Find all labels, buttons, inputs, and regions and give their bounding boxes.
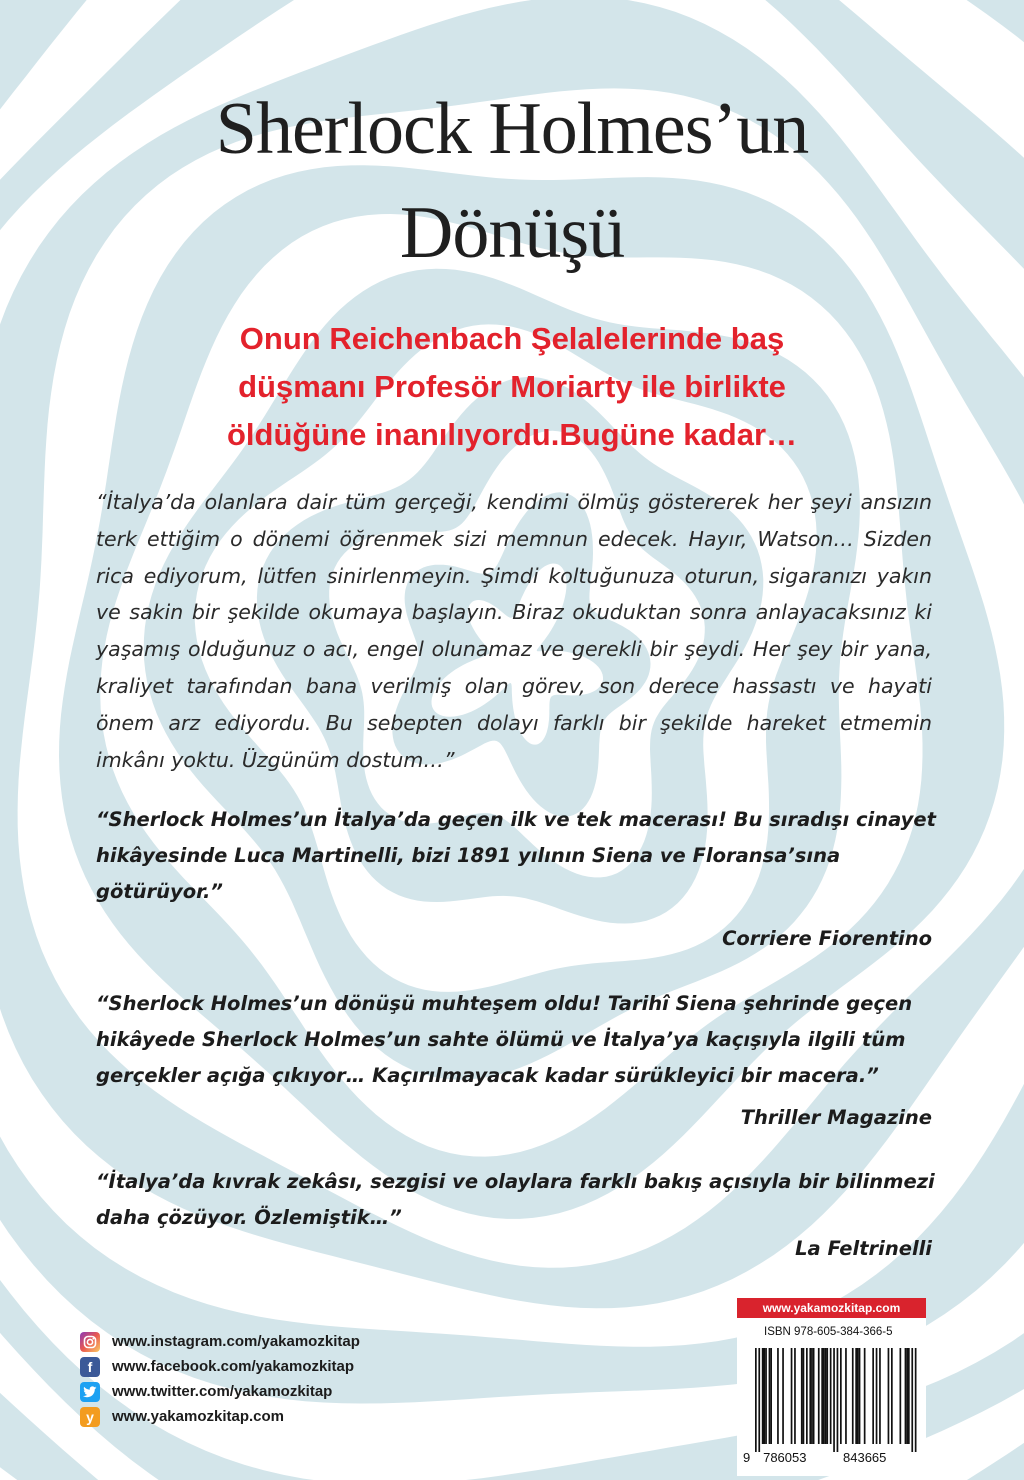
barcode-bar <box>825 1348 827 1444</box>
barcode-bar <box>813 1348 815 1444</box>
barcode-bar <box>755 1348 757 1452</box>
barcode-bar <box>872 1348 874 1444</box>
twitter-url: www.twitter.com/yakamozkitap <box>112 1383 333 1400</box>
barcode-bar <box>791 1348 793 1444</box>
barcode-bar <box>764 1348 766 1444</box>
barcode-bar <box>855 1348 857 1444</box>
isbn-barcode <box>737 1342 926 1470</box>
review-la-feltrinelli <box>96 1164 936 1236</box>
review-line: “İtalya’da kıvrak zekâsı, sezgisi ve olaylara farklı bakış açısıyla bir bilinmezi <box>96 1170 935 1193</box>
instagram-icon <box>80 1332 100 1352</box>
barcode-bar <box>801 1348 803 1444</box>
barcode-bar <box>803 1348 805 1444</box>
publisher-url: www.yakamozkitap.com <box>737 1298 926 1318</box>
isbn-label: ISBN 978-605-384-366-5 <box>764 1326 893 1338</box>
book-title-line-2: Dönüşü <box>399 192 625 274</box>
review-line: gerçekler açığa çıkıyor… Kaçırılmayacak kadar sürükleyici bir macera.” <box>96 1064 879 1087</box>
barcode-bar <box>908 1348 910 1444</box>
barcode-bar <box>782 1348 784 1444</box>
quote-line: önem arz ediyordu. Bu sebepten dolayı farklı bir şekilde hareket etmemin <box>96 710 932 735</box>
barcode-bar <box>758 1348 760 1452</box>
barcode-bar <box>915 1348 917 1452</box>
review-line: “Sherlock Holmes’un İtalya’da geçen ilk ve tek macerası! Bu sıradışı cinayet <box>96 808 936 831</box>
barcode-bar <box>777 1348 779 1444</box>
review-line: “Sherlock Holmes’un dönüşü muhteşem oldu! Tarihî Siena şehrinde geçen <box>96 992 913 1015</box>
quote-line: imkânı yoktu. Üzgünüm dostum…” <box>96 747 455 772</box>
barcode-bar <box>770 1348 772 1444</box>
barcode-bar <box>762 1348 764 1444</box>
barcode-bar <box>876 1348 878 1444</box>
twitter-icon <box>80 1382 100 1402</box>
barcode-bar <box>821 1348 823 1444</box>
website-url: www.yakamozkitap.com <box>112 1408 285 1425</box>
barcode-panel <box>737 1298 926 1476</box>
review-source: Thriller Magazine <box>740 1106 932 1129</box>
barcode-bar <box>864 1348 866 1444</box>
barcode-bar <box>879 1348 881 1444</box>
barcode-bar <box>811 1348 813 1444</box>
review-line: hikâyede Sherlock Holmes’un sahte ölümü ve İtalya’ya kaçışıyla ilgili tüm <box>96 1028 906 1051</box>
review-corriere-fiorentino <box>96 802 936 910</box>
barcode-bar <box>765 1348 767 1444</box>
facebook-url: www.facebook.com/yakamozkitap <box>112 1358 355 1375</box>
barcode-digits: 9 <box>743 1450 751 1465</box>
barcode-bar <box>806 1348 808 1444</box>
barcode-bar <box>769 1348 771 1444</box>
yakamoz-logo-icon: y <box>80 1407 100 1427</box>
barcode-bar <box>859 1348 861 1444</box>
barcode-bar <box>906 1348 908 1444</box>
barcode-bar <box>830 1348 832 1444</box>
barcode-bar <box>891 1348 893 1444</box>
facebook-icon: f <box>80 1357 100 1377</box>
quote-line: “İtalya’da olanlara dair tüm gerçeği, kendimi ölmüş göstererek her şeyi ansızın <box>96 490 932 514</box>
barcode-bar <box>809 1348 811 1444</box>
barcode-bar <box>823 1348 825 1444</box>
review-line: daha çözüyor. Özlemiştik…” <box>96 1206 402 1229</box>
barcode-bar <box>794 1348 796 1444</box>
barcode-bar <box>857 1348 859 1444</box>
tagline-line-1: Onun Reichenbach Şelalelerinde baş <box>239 321 785 356</box>
review-source: La Feltrinelli <box>795 1237 932 1260</box>
barcode-digits: 786053 <box>763 1450 807 1465</box>
twitter-link[interactable] <box>80 1379 420 1404</box>
quote-line: yaşamış olduğunuz o acı, engel olunamaz ve gerekli bir şeydi. Her şey bir yana, <box>96 637 932 662</box>
barcode-bar <box>900 1348 902 1444</box>
barcode-digits: 843665 <box>843 1450 887 1465</box>
review-line: götürüyor.” <box>96 880 223 903</box>
quote-line: kraliyet tarafından bana verilmiş olan görev, son derece hassastı ve hayati <box>96 673 932 698</box>
barcode-bar <box>845 1348 847 1444</box>
barcode-bar <box>818 1348 820 1444</box>
barcode-bar <box>888 1348 890 1444</box>
barcode-bar <box>905 1348 907 1444</box>
barcode-bar <box>911 1348 913 1452</box>
tagline-line-2: düşmanı Profesör Moriarty ile birlikte <box>238 369 786 404</box>
social-links <box>80 1329 420 1429</box>
instagram-url: www.instagram.com/yakamozkitap <box>112 1333 360 1350</box>
review-source: Corriere Fiorentino <box>722 927 932 950</box>
barcode-bar <box>837 1348 839 1452</box>
barcode-bar <box>852 1348 854 1444</box>
review-thriller-magazine <box>96 986 936 1094</box>
quote-line: ve sakin bir şekilde okumaya başlayın. Biraz okuduktan sonra anlayacaksınız ki <box>96 600 932 625</box>
quote-line: terk ettiğim o dönemi öğrenmek sizi memnun edecek. Hayır, Watson… Sizden <box>96 526 932 551</box>
barcode-bar <box>826 1348 828 1444</box>
book-title-line-1: Sherlock Holmes’un <box>215 88 809 170</box>
review-line: hikâyesinde Luca Martinelli, bizi 1891 yılının Siena ve Floransa’sına <box>96 844 841 867</box>
tagline-line-3: öldüğüne inanılıyordu.Bugüne kadar… <box>226 417 798 452</box>
website-link[interactable] <box>80 1404 420 1429</box>
barcode-bar <box>840 1348 842 1444</box>
instagram-link[interactable] <box>80 1329 420 1354</box>
facebook-link[interactable] <box>80 1354 420 1379</box>
holmes-quote <box>96 484 932 778</box>
barcode-bar <box>833 1348 835 1452</box>
quote-line: rica ediyorum, lütfen sinirlenmeyin. Şimdi koltuğunuza oturun, sigaranızı yakın <box>96 563 932 588</box>
